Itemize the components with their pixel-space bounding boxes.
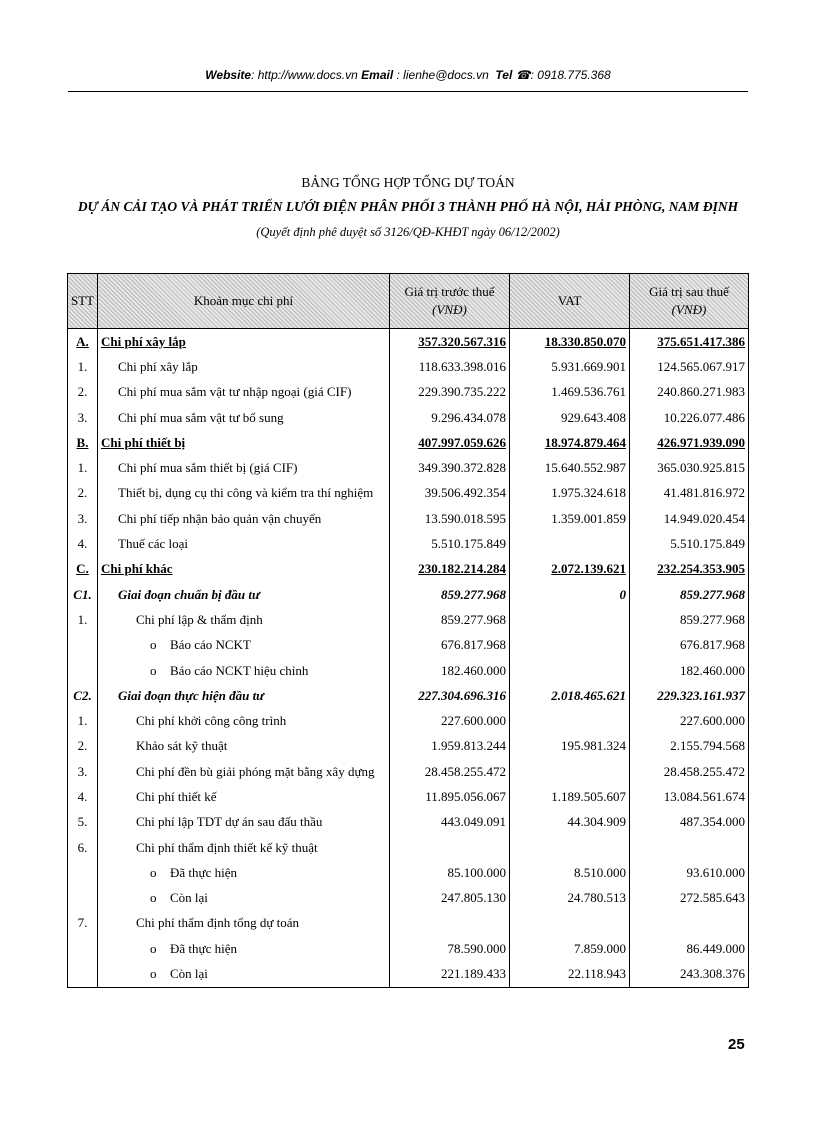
- row-post-tax: 232.254.353.905: [630, 557, 749, 582]
- row-vat: 18.330.850.070: [510, 329, 630, 355]
- row-vat: 929.643.408: [510, 405, 630, 430]
- table-row: [68, 405, 749, 430]
- decision-note: (Quyết định phê duyệt số 3126/QĐ-KHĐT ngày 06/12/2002): [256, 225, 560, 239]
- table-row: [68, 835, 749, 860]
- row-vat: 18.974.879.464: [510, 430, 630, 455]
- bullet-icon: o: [150, 662, 157, 678]
- row-label: [98, 481, 390, 506]
- table-body: [68, 329, 749, 988]
- row-pre-tax: 1.959.813.244: [390, 734, 510, 759]
- row-post-tax: 14.949.020.454: [630, 506, 749, 531]
- row-post-tax: 243.308.376: [630, 961, 749, 987]
- row-pre-tax: 182.460.000: [390, 658, 510, 683]
- table-row: [68, 683, 749, 708]
- row-label: [98, 531, 390, 556]
- row-post-tax: [630, 911, 749, 936]
- row-vat: 1.469.536.761: [510, 380, 630, 405]
- row-stt: 3.: [68, 759, 98, 784]
- row-stt: 6.: [68, 835, 98, 860]
- row-pre-tax: 11.895.056.067: [390, 784, 510, 809]
- table-row: [68, 886, 749, 911]
- row-pre-tax: 859.277.968: [390, 607, 510, 632]
- row-label-text: Chi phí xây lắp: [118, 358, 198, 374]
- row-label: [98, 430, 390, 455]
- row-pre-tax: 443.049.091: [390, 810, 510, 835]
- row-label-text: Chi phí mua sắm thiết bị (giá CIF): [118, 460, 298, 476]
- row-label: [98, 886, 390, 911]
- row-post-tax: 28.458.255.472: [630, 759, 749, 784]
- row-label-text: Đã thực hiện: [170, 864, 237, 880]
- row-post-tax: 859.277.968: [630, 582, 749, 607]
- row-stt: C.: [68, 557, 98, 582]
- row-post-tax: 676.817.968: [630, 633, 749, 658]
- row-stt: C1.: [68, 582, 98, 607]
- row-vat: [510, 911, 630, 936]
- row-label: [98, 683, 390, 708]
- row-stt: 3.: [68, 506, 98, 531]
- table-row: [68, 506, 749, 531]
- bullet-icon: o: [150, 890, 157, 906]
- row-label: [98, 607, 390, 632]
- row-vat: 195.981.324: [510, 734, 630, 759]
- row-pre-tax: 676.817.968: [390, 633, 510, 658]
- row-pre-tax: 13.590.018.595: [390, 506, 510, 531]
- row-label-text: Chi phí thiết kế: [136, 788, 217, 804]
- row-pre-tax: 227.600.000: [390, 708, 510, 733]
- row-stt: [68, 633, 98, 658]
- table-row: [68, 455, 749, 480]
- row-label-text: Chi phí tiếp nhận bảo quản vận chuyển: [118, 510, 322, 526]
- row-label-text: Khảo sát kỹ thuật: [136, 738, 228, 754]
- page-header: [0, 68, 816, 82]
- row-label-text: Chi phí thiết bị: [101, 434, 186, 450]
- row-post-tax: 124.565.067.917: [630, 354, 749, 379]
- row-vat: 5.931.669.901: [510, 354, 630, 379]
- table-row: [68, 936, 749, 961]
- table-row: [68, 734, 749, 759]
- table-row: [68, 354, 749, 379]
- row-label: [98, 329, 390, 355]
- row-stt: [68, 886, 98, 911]
- document-subtitle: DỰ ÁN CẢI TẠO VÀ PHÁT TRIỂN LƯỚI ĐIỆN PHÂN PHỐI 3 THÀNH PHỐ HÀ NỘI, HẢI PHÒNG, NAM ĐỊNH: [77, 199, 739, 214]
- table-row: [68, 911, 749, 936]
- row-label-text: Báo cáo NCKT: [170, 637, 251, 653]
- header-divider: [68, 91, 748, 92]
- row-vat: 1.359.001.859: [510, 506, 630, 531]
- row-vat: [510, 633, 630, 658]
- row-stt: A.: [68, 329, 98, 355]
- row-label: [98, 759, 390, 784]
- phone-icon: ☎: [515, 68, 531, 82]
- row-pre-tax: 227.304.696.316: [390, 683, 510, 708]
- row-stt: [68, 860, 98, 885]
- email-value: : lienhe@docs.vn: [396, 68, 489, 82]
- table-row: [68, 557, 749, 582]
- row-vat: 8.510.000: [510, 860, 630, 885]
- row-post-tax: [630, 835, 749, 860]
- row-vat: 22.118.943: [510, 961, 630, 987]
- row-label-text: Đã thực hiện: [170, 940, 237, 956]
- budget-table: [67, 273, 749, 988]
- row-post-tax: 365.030.925.815: [630, 455, 749, 480]
- row-pre-tax: 357.320.567.316: [390, 329, 510, 355]
- row-post-tax: 375.651.417.386: [630, 329, 749, 355]
- row-vat: [510, 708, 630, 733]
- row-pre-tax: [390, 911, 510, 936]
- table-row: [68, 633, 749, 658]
- table-header-row: [68, 274, 749, 329]
- row-vat: 24.780.513: [510, 886, 630, 911]
- row-stt: [68, 936, 98, 961]
- row-label-text: Giai đoạn chuẩn bị đầu tư: [118, 586, 260, 602]
- table-row: [68, 380, 749, 405]
- row-post-tax: 10.226.077.486: [630, 405, 749, 430]
- row-label: [98, 354, 390, 379]
- row-post-tax: 487.354.000: [630, 810, 749, 835]
- row-stt: 5.: [68, 810, 98, 835]
- row-stt: [68, 961, 98, 987]
- bullet-icon: o: [150, 940, 157, 956]
- row-post-tax: 5.510.175.849: [630, 531, 749, 556]
- row-post-tax: 240.860.271.983: [630, 380, 749, 405]
- row-label: [98, 936, 390, 961]
- row-label: [98, 784, 390, 809]
- row-post-tax: 13.084.561.674: [630, 784, 749, 809]
- row-pre-tax: 230.182.214.284: [390, 557, 510, 582]
- row-label-text: Thuế các loại: [118, 536, 189, 552]
- row-pre-tax: [390, 835, 510, 860]
- row-pre-tax: 85.100.000: [390, 860, 510, 885]
- row-stt: 1.: [68, 708, 98, 733]
- row-label: [98, 506, 390, 531]
- row-stt: 1.: [68, 455, 98, 480]
- row-label-text: Chi phí thẩm định tổng dự toán: [136, 915, 300, 931]
- row-label-text: Chi phí đền bù giải phóng mặt bằng xây dựng: [136, 763, 375, 779]
- row-post-tax: 41.481.816.972: [630, 481, 749, 506]
- table-row: [68, 430, 749, 455]
- row-vat: [510, 531, 630, 556]
- table-row: [68, 810, 749, 835]
- row-label-text: Chi phí mua sắm vật tư nhập ngoại (giá CIF): [118, 384, 352, 400]
- website-label: Website: [205, 68, 252, 82]
- header-post-tax-unit: (VNĐ): [671, 302, 707, 317]
- row-label: [98, 734, 390, 759]
- row-stt: 7.: [68, 911, 98, 936]
- header-pre-tax-unit: (VNĐ): [432, 302, 467, 317]
- table-row: [68, 481, 749, 506]
- row-vat: [510, 607, 630, 632]
- row-vat: 1.189.505.607: [510, 784, 630, 809]
- row-label-text: Chi phí thẩm định thiết kế kỹ thuật: [136, 839, 318, 855]
- page-number: 25: [728, 1036, 745, 1053]
- row-label-text: Còn lại: [170, 890, 208, 906]
- tel-value: : 0918.775.368: [530, 68, 611, 82]
- row-label-text: Chi phí lập TDT dự án sau đấu thầu: [136, 814, 323, 830]
- email-label: Email: [361, 68, 394, 82]
- header-item: Khoản mục chi phí: [98, 274, 390, 329]
- table-row: [68, 607, 749, 632]
- row-vat: 2.072.139.621: [510, 557, 630, 582]
- row-label-text: Chi phí xây lắp: [101, 333, 186, 349]
- table-row: [68, 708, 749, 733]
- row-post-tax: 182.460.000: [630, 658, 749, 683]
- row-stt: 3.: [68, 405, 98, 430]
- header-vat: VAT: [510, 274, 630, 329]
- row-label: [98, 633, 390, 658]
- row-pre-tax: 39.506.492.354: [390, 481, 510, 506]
- table-row: [68, 961, 749, 987]
- row-pre-tax: 349.390.372.828: [390, 455, 510, 480]
- row-vat: 7.859.000: [510, 936, 630, 961]
- row-stt: 1.: [68, 607, 98, 632]
- table-row: [68, 329, 749, 355]
- row-pre-tax: 247.805.130: [390, 886, 510, 911]
- row-post-tax: 2.155.794.568: [630, 734, 749, 759]
- row-pre-tax: 229.390.735.222: [390, 380, 510, 405]
- table-row: [68, 784, 749, 809]
- row-post-tax: 426.971.939.090: [630, 430, 749, 455]
- row-label: [98, 835, 390, 860]
- row-label: [98, 708, 390, 733]
- row-label: [98, 455, 390, 480]
- row-post-tax: 93.610.000: [630, 860, 749, 885]
- row-label-text: Giai đoạn thực hiện đầu tư: [118, 687, 264, 703]
- row-label-text: Chi phí khác: [101, 561, 173, 577]
- table-row: [68, 531, 749, 556]
- row-post-tax: 272.585.643: [630, 886, 749, 911]
- row-pre-tax: 221.189.433: [390, 961, 510, 987]
- row-stt: 2.: [68, 734, 98, 759]
- row-stt: 2.: [68, 481, 98, 506]
- row-stt: [68, 658, 98, 683]
- row-vat: 1.975.324.618: [510, 481, 630, 506]
- document-title: BẢNG TỔNG HỢP TỔNG DỰ TOÁN: [301, 175, 515, 190]
- row-stt: B.: [68, 430, 98, 455]
- row-stt: 1.: [68, 354, 98, 379]
- website-value: : http://www.docs.vn: [251, 68, 358, 82]
- row-vat: [510, 759, 630, 784]
- row-stt: 4.: [68, 531, 98, 556]
- table-row: [68, 860, 749, 885]
- row-label: [98, 658, 390, 683]
- row-label-text: Còn lại: [170, 966, 208, 982]
- row-post-tax: 86.449.000: [630, 936, 749, 961]
- row-label: [98, 961, 390, 987]
- row-stt: 2.: [68, 380, 98, 405]
- row-pre-tax: 78.590.000: [390, 936, 510, 961]
- row-vat: 44.304.909: [510, 810, 630, 835]
- row-vat: [510, 658, 630, 683]
- row-post-tax: 859.277.968: [630, 607, 749, 632]
- row-label: [98, 911, 390, 936]
- row-vat: 15.640.552.987: [510, 455, 630, 480]
- row-post-tax: 227.600.000: [630, 708, 749, 733]
- row-pre-tax: 859.277.968: [390, 582, 510, 607]
- row-vat: 2.018.465.621: [510, 683, 630, 708]
- row-stt: C2.: [68, 683, 98, 708]
- bullet-icon: o: [150, 637, 157, 653]
- row-pre-tax: 5.510.175.849: [390, 531, 510, 556]
- row-post-tax: 229.323.161.937: [630, 683, 749, 708]
- row-label-text: Chi phí khởi công công trình: [136, 713, 287, 729]
- row-label: [98, 405, 390, 430]
- row-pre-tax: 9.296.434.078: [390, 405, 510, 430]
- bullet-icon: o: [150, 966, 157, 982]
- tel-label: Tel: [495, 68, 513, 82]
- row-label: [98, 557, 390, 582]
- row-pre-tax: 407.997.059.626: [390, 430, 510, 455]
- row-vat: 0: [510, 582, 630, 607]
- bullet-icon: o: [150, 864, 157, 880]
- table-row: [68, 582, 749, 607]
- row-pre-tax: 28.458.255.472: [390, 759, 510, 784]
- row-label-text: Báo cáo NCKT hiệu chỉnh: [170, 662, 309, 678]
- table-row: [68, 658, 749, 683]
- row-label: [98, 860, 390, 885]
- header-post-tax: Giá trị sau thuế (VNĐ): [630, 274, 749, 329]
- row-pre-tax: 118.633.398.016: [390, 354, 510, 379]
- row-vat: [510, 835, 630, 860]
- row-label: [98, 380, 390, 405]
- table-row: [68, 759, 749, 784]
- row-label: [98, 582, 390, 607]
- header-pre-tax: Giá trị trước thuế (VNĐ): [390, 274, 510, 329]
- header-stt: STT: [68, 274, 98, 329]
- row-stt: 4.: [68, 784, 98, 809]
- row-label: [98, 810, 390, 835]
- row-label-text: Chi phí lập & thẩm định: [136, 611, 263, 627]
- row-label-text: Thiết bị, dụng cụ thi công và kiểm tra thí nghiệm: [118, 485, 374, 501]
- row-label-text: Chi phí mua sắm vật tư bổ sung: [118, 409, 284, 425]
